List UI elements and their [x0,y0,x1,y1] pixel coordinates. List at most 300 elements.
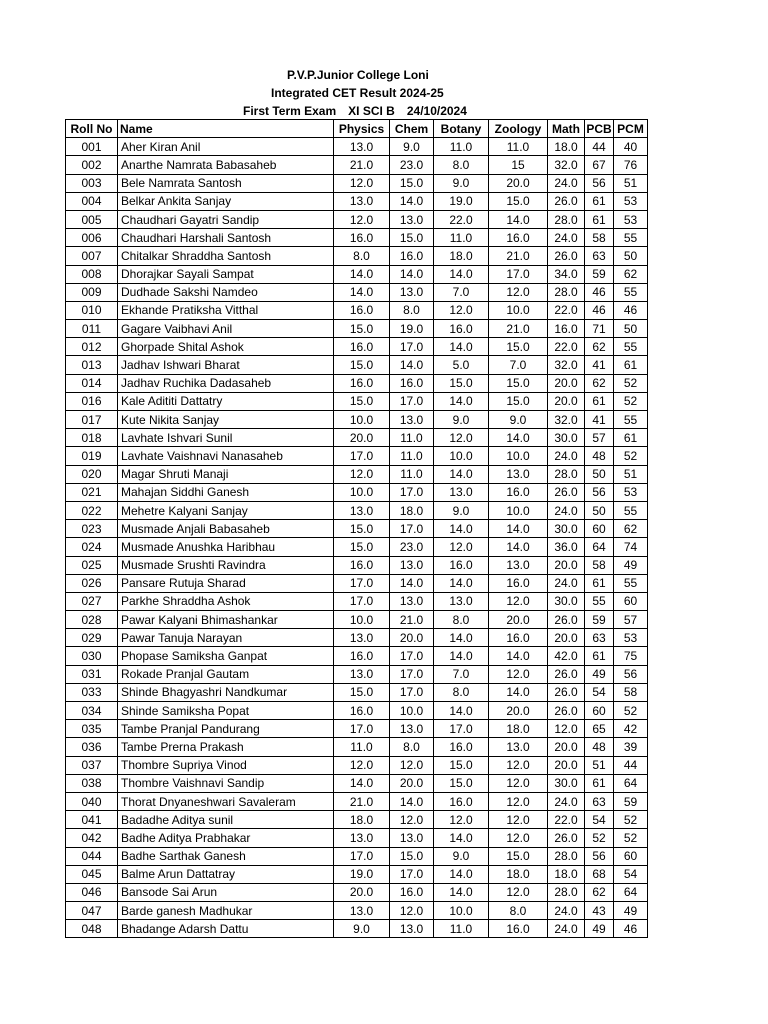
pcm-cell: 60 [614,592,648,610]
name-cell: Mehetre Kalyani Sanjay [118,501,334,519]
physics-cell: 13.0 [334,138,390,156]
chem-cell: 14.0 [390,265,434,283]
pcm-cell: 54 [614,865,648,883]
pcm-cell: 55 [614,338,648,356]
physics-cell: 16.0 [334,338,390,356]
pcm-cell: 53 [614,210,648,228]
chem-cell: 14.0 [390,356,434,374]
table-row [66,902,648,920]
chem-cell: 16.0 [390,247,434,265]
math-cell: 30.0 [548,520,585,538]
botany-cell: 14.0 [434,520,489,538]
pcb-cell: 63 [585,247,614,265]
botany-cell: 8.0 [434,611,489,629]
botany-cell: 7.0 [434,665,489,683]
math-cell: 20.0 [548,374,585,392]
zoology-cell: 7.0 [489,356,548,374]
physics-cell: 15.0 [334,520,390,538]
botany-cell: 8.0 [434,683,489,701]
botany-cell: 11.0 [434,229,489,247]
physics-cell: 13.0 [334,829,390,847]
pcb-cell: 64 [585,538,614,556]
name-cell: Ekhande Pratiksha Vitthal [118,301,334,319]
botany-cell: 11.0 [434,920,489,938]
table-row [66,229,648,247]
chem-cell: 19.0 [390,320,434,338]
pcm-cell: 76 [614,156,648,174]
table-row [66,665,648,683]
botany-cell: 14.0 [434,465,489,483]
roll-no-cell: 035 [66,720,118,738]
chem-cell: 13.0 [390,920,434,938]
zoology-cell: 17.0 [489,265,548,283]
chem-cell: 17.0 [390,665,434,683]
roll-no-cell: 003 [66,174,118,192]
math-cell: 24.0 [548,447,585,465]
math-cell: 26.0 [548,829,585,847]
results-body [66,138,648,938]
table-row [66,301,648,319]
pcb-cell: 63 [585,629,614,647]
math-cell: 18.0 [548,865,585,883]
chem-cell: 12.0 [390,902,434,920]
table-row [66,683,648,701]
table-row [66,520,648,538]
pcm-cell: 49 [614,556,648,574]
table-row [66,156,648,174]
botany-cell: 14.0 [434,629,489,647]
zoology-cell: 14.0 [489,538,548,556]
botany-cell: 17.0 [434,720,489,738]
math-cell: 20.0 [548,756,585,774]
roll-no-cell: 014 [66,374,118,392]
botany-cell: 14.0 [434,392,489,410]
pcm-cell: 40 [614,138,648,156]
pcb-cell: 50 [585,465,614,483]
math-cell: 26.0 [548,483,585,501]
col-header-roll-no: Roll No [66,120,118,138]
pcm-cell: 53 [614,483,648,501]
botany-cell: 15.0 [434,756,489,774]
table-row [66,756,648,774]
pcb-cell: 60 [585,520,614,538]
roll-no-cell: 010 [66,301,118,319]
table-row [66,374,648,392]
pcb-cell: 62 [585,374,614,392]
pcb-cell: 54 [585,683,614,701]
table-row [66,829,648,847]
name-cell: Thombre Supriya Vinod [118,756,334,774]
pcb-cell: 61 [585,647,614,665]
name-cell: Musmade Anjali Babasaheb [118,520,334,538]
chem-cell: 17.0 [390,338,434,356]
chem-cell: 21.0 [390,611,434,629]
name-cell: Pawar Kalyani Bhimashankar [118,611,334,629]
roll-no-cell: 001 [66,138,118,156]
name-cell: Balme Arun Dattatray [118,865,334,883]
math-cell: 34.0 [548,265,585,283]
physics-cell: 10.0 [334,411,390,429]
name-cell: Badhe Aditya Prabhakar [118,829,334,847]
math-cell: 32.0 [548,411,585,429]
table-row [66,411,648,429]
pcm-cell: 55 [614,501,648,519]
math-cell: 24.0 [548,574,585,592]
roll-no-cell: 016 [66,392,118,410]
table-row [66,320,648,338]
roll-no-cell: 029 [66,629,118,647]
math-cell: 26.0 [548,192,585,210]
pcm-cell: 39 [614,738,648,756]
chem-cell: 17.0 [390,865,434,883]
chem-cell: 20.0 [390,774,434,792]
physics-cell: 15.0 [334,356,390,374]
physics-cell: 13.0 [334,501,390,519]
name-cell: Magar Shruti Manaji [118,465,334,483]
chem-cell: 12.0 [390,756,434,774]
zoology-cell: 16.0 [489,920,548,938]
math-cell: 30.0 [548,774,585,792]
chem-cell: 17.0 [390,483,434,501]
table-row [66,265,648,283]
roll-no-cell: 040 [66,792,118,810]
botany-cell: 12.0 [434,811,489,829]
pcb-cell: 52 [585,829,614,847]
pcm-cell: 51 [614,465,648,483]
pcm-cell: 51 [614,174,648,192]
math-cell: 36.0 [548,538,585,556]
col-header-pcm: PCM [614,120,648,138]
table-row [66,283,648,301]
name-cell: Tambe Prerna Prakash [118,738,334,756]
chem-cell: 11.0 [390,447,434,465]
name-cell: Ghorpade Shital Ashok [118,338,334,356]
botany-cell: 15.0 [434,374,489,392]
table-row [66,792,648,810]
pcm-cell: 52 [614,811,648,829]
math-cell: 24.0 [548,174,585,192]
physics-cell: 13.0 [334,629,390,647]
pcb-cell: 56 [585,174,614,192]
zoology-cell: 12.0 [489,592,548,610]
pcm-cell: 49 [614,902,648,920]
pcb-cell: 54 [585,811,614,829]
physics-cell: 16.0 [334,647,390,665]
math-cell: 28.0 [548,465,585,483]
pcm-cell: 55 [614,283,648,301]
botany-cell: 8.0 [434,156,489,174]
physics-cell: 8.0 [334,247,390,265]
pcm-cell: 44 [614,756,648,774]
zoology-cell: 15.0 [489,374,548,392]
pcb-cell: 59 [585,611,614,629]
botany-cell: 9.0 [434,847,489,865]
roll-no-cell: 030 [66,647,118,665]
botany-cell: 10.0 [434,447,489,465]
pcb-cell: 57 [585,429,614,447]
name-cell: Bele Namrata Santosh [118,174,334,192]
zoology-cell: 18.0 [489,865,548,883]
name-cell: Thombre Vaishnavi Sandip [118,774,334,792]
chem-cell: 11.0 [390,465,434,483]
chem-cell: 9.0 [390,138,434,156]
pcm-cell: 53 [614,629,648,647]
zoology-cell: 15.0 [489,338,548,356]
zoology-cell: 13.0 [489,465,548,483]
roll-no-cell: 034 [66,702,118,720]
table-row [66,392,648,410]
physics-cell: 17.0 [334,720,390,738]
physics-cell: 12.0 [334,756,390,774]
name-cell: Bansode Sai Arun [118,883,334,901]
col-header-botany: Botany [434,120,489,138]
table-row [66,356,648,374]
pcb-cell: 61 [585,210,614,228]
pcb-cell: 71 [585,320,614,338]
pcb-cell: 56 [585,483,614,501]
botany-cell: 12.0 [434,301,489,319]
botany-cell: 14.0 [434,338,489,356]
pcm-cell: 57 [614,611,648,629]
name-cell: Pawar Tanuja Narayan [118,629,334,647]
chem-cell: 10.0 [390,702,434,720]
pcm-cell: 58 [614,683,648,701]
chem-cell: 15.0 [390,229,434,247]
name-cell: Mahajan Siddhi Ganesh [118,483,334,501]
physics-cell: 17.0 [334,447,390,465]
zoology-cell: 8.0 [489,902,548,920]
chem-cell: 15.0 [390,847,434,865]
pcm-cell: 61 [614,356,648,374]
botany-cell: 14.0 [434,702,489,720]
chem-cell: 17.0 [390,392,434,410]
physics-cell: 15.0 [334,392,390,410]
physics-cell: 13.0 [334,192,390,210]
botany-cell: 14.0 [434,647,489,665]
table-row [66,138,648,156]
exam-info-line [243,102,467,120]
botany-cell: 14.0 [434,829,489,847]
result-title: Integrated CET Result 2024-25 [271,86,444,100]
math-cell: 20.0 [548,629,585,647]
math-cell: 22.0 [548,811,585,829]
chem-cell: 20.0 [390,629,434,647]
table-row [66,574,648,592]
name-cell: Lavhate Vaishnavi Nanasaheb [118,447,334,465]
math-cell: 24.0 [548,902,585,920]
pcb-cell: 58 [585,556,614,574]
botany-cell: 16.0 [434,738,489,756]
physics-cell: 9.0 [334,920,390,938]
physics-cell: 19.0 [334,865,390,883]
math-cell: 26.0 [548,611,585,629]
class-name: XI SCI B [348,104,395,118]
roll-no-cell: 021 [66,483,118,501]
pcb-cell: 59 [585,265,614,283]
math-cell: 24.0 [548,501,585,519]
pcb-cell: 46 [585,283,614,301]
math-cell: 42.0 [548,647,585,665]
zoology-cell: 13.0 [489,556,548,574]
botany-cell: 13.0 [434,592,489,610]
zoology-cell: 14.0 [489,210,548,228]
name-cell: Musmade Anushka Haribhau [118,538,334,556]
pcb-cell: 61 [585,192,614,210]
table-row [66,247,648,265]
physics-cell: 21.0 [334,792,390,810]
roll-no-cell: 025 [66,556,118,574]
chem-cell: 13.0 [390,829,434,847]
botany-cell: 14.0 [434,574,489,592]
botany-cell: 16.0 [434,792,489,810]
zoology-cell: 12.0 [489,756,548,774]
roll-no-cell: 013 [66,356,118,374]
math-cell: 26.0 [548,702,585,720]
zoology-cell: 14.0 [489,647,548,665]
col-header-zoology: Zoology [489,120,548,138]
school-name: P.V.P.Junior College Loni [287,68,429,82]
roll-no-cell: 028 [66,611,118,629]
physics-cell: 21.0 [334,156,390,174]
name-cell: Pansare Rutuja Sharad [118,574,334,592]
math-cell: 28.0 [548,210,585,228]
pcm-cell: 52 [614,447,648,465]
table-row [66,720,648,738]
table-row [66,847,648,865]
roll-no-cell: 024 [66,538,118,556]
exam-name: First Term Exam [243,104,337,118]
physics-cell: 13.0 [334,902,390,920]
name-cell: Barde ganesh Madhukar [118,902,334,920]
chem-cell: 12.0 [390,811,434,829]
name-cell: Shinde Bhagyashri Nandkumar [118,683,334,701]
pcm-cell: 55 [614,574,648,592]
pcb-cell: 55 [585,592,614,610]
table-row [66,647,648,665]
physics-cell: 17.0 [334,592,390,610]
chem-cell: 11.0 [390,429,434,447]
table-row [66,865,648,883]
pcm-cell: 64 [614,774,648,792]
math-cell: 20.0 [548,738,585,756]
botany-cell: 9.0 [434,411,489,429]
pcm-cell: 50 [614,320,648,338]
botany-cell: 13.0 [434,483,489,501]
pcb-cell: 46 [585,301,614,319]
zoology-cell: 9.0 [489,411,548,429]
botany-cell: 11.0 [434,138,489,156]
botany-cell: 18.0 [434,247,489,265]
chem-cell: 13.0 [390,556,434,574]
table-row [66,883,648,901]
pcm-cell: 64 [614,883,648,901]
roll-no-cell: 019 [66,447,118,465]
pcm-cell: 52 [614,392,648,410]
zoology-cell: 11.0 [489,138,548,156]
math-cell: 28.0 [548,847,585,865]
pcm-cell: 56 [614,665,648,683]
table-row [66,465,648,483]
botany-cell: 12.0 [434,538,489,556]
col-header-physics: Physics [334,120,390,138]
pcb-cell: 67 [585,156,614,174]
physics-cell: 20.0 [334,883,390,901]
zoology-cell: 12.0 [489,283,548,301]
physics-cell: 15.0 [334,538,390,556]
results-table [65,119,648,938]
pcb-cell: 62 [585,338,614,356]
physics-cell: 10.0 [334,611,390,629]
pcm-cell: 52 [614,829,648,847]
chem-cell: 14.0 [390,192,434,210]
pcm-cell: 55 [614,229,648,247]
table-row [66,774,648,792]
pcb-cell: 49 [585,665,614,683]
chem-cell: 13.0 [390,592,434,610]
name-cell: Shinde Samiksha Popat [118,702,334,720]
pcb-cell: 51 [585,756,614,774]
math-cell: 26.0 [548,247,585,265]
physics-cell: 16.0 [334,374,390,392]
pcb-cell: 61 [585,392,614,410]
physics-cell: 20.0 [334,429,390,447]
table-row [66,483,648,501]
zoology-cell: 15.0 [489,847,548,865]
zoology-cell: 14.0 [489,429,548,447]
chem-cell: 23.0 [390,538,434,556]
pcb-cell: 44 [585,138,614,156]
pcb-cell: 49 [585,920,614,938]
pcb-cell: 60 [585,702,614,720]
botany-cell: 9.0 [434,174,489,192]
roll-no-cell: 046 [66,883,118,901]
zoology-cell: 12.0 [489,792,548,810]
math-cell: 20.0 [548,556,585,574]
col-header-math: Math [548,120,585,138]
zoology-cell: 16.0 [489,229,548,247]
table-row [66,811,648,829]
physics-cell: 16.0 [334,229,390,247]
zoology-cell: 15.0 [489,392,548,410]
physics-cell: 12.0 [334,465,390,483]
name-cell: Parkhe Shraddha Ashok [118,592,334,610]
botany-cell: 14.0 [434,865,489,883]
zoology-cell: 16.0 [489,483,548,501]
physics-cell: 10.0 [334,483,390,501]
table-row [66,538,648,556]
pcb-cell: 41 [585,356,614,374]
zoology-cell: 10.0 [489,501,548,519]
col-header-chem: Chem [390,120,434,138]
name-cell: Badhe Sarthak Ganesh [118,847,334,865]
zoology-cell: 18.0 [489,720,548,738]
roll-no-cell: 008 [66,265,118,283]
pcm-cell: 61 [614,429,648,447]
zoology-cell: 15.0 [489,192,548,210]
pcb-cell: 43 [585,902,614,920]
pcm-cell: 55 [614,411,648,429]
chem-cell: 17.0 [390,520,434,538]
zoology-cell: 20.0 [489,702,548,720]
roll-no-cell: 037 [66,756,118,774]
roll-no-cell: 045 [66,865,118,883]
physics-cell: 14.0 [334,283,390,301]
zoology-cell: 12.0 [489,665,548,683]
pcb-cell: 50 [585,501,614,519]
table-row [66,611,648,629]
table-header-row [66,120,648,138]
roll-no-cell: 026 [66,574,118,592]
